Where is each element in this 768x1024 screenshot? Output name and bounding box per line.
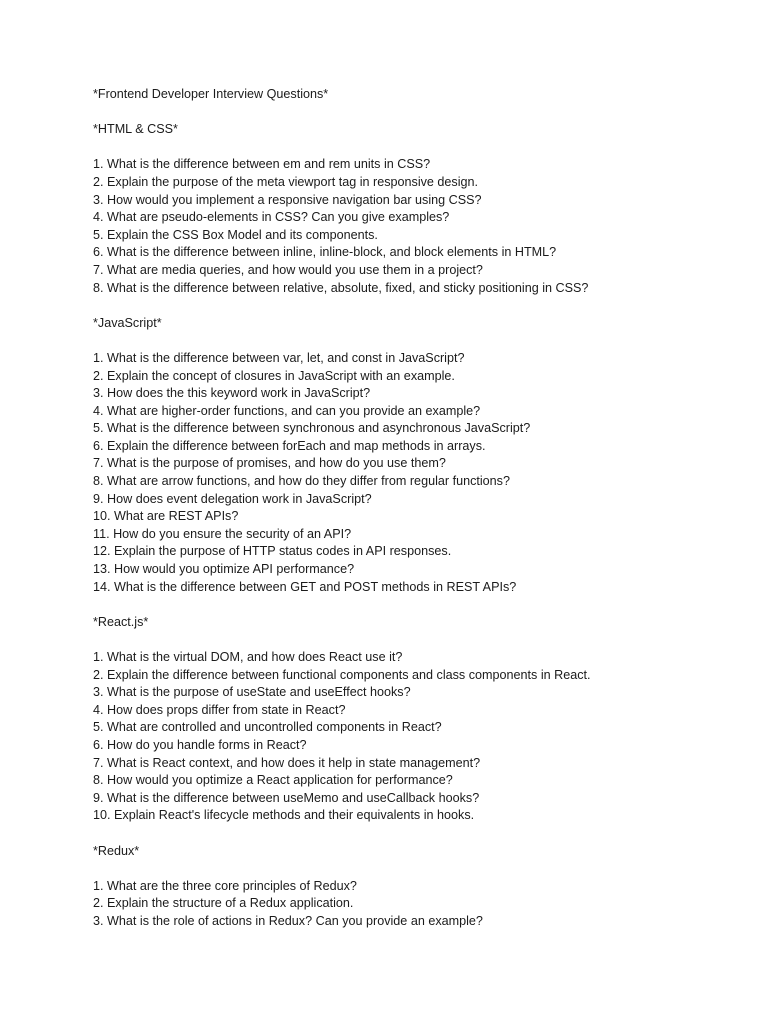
document-body — [93, 86, 733, 931]
question-item: 6. How do you handle forms in React? — [93, 737, 307, 752]
question-item: 4. How does props differ from state in React? — [93, 702, 346, 717]
question-item: 12. Explain the purpose of HTTP status codes in API responses. — [93, 544, 452, 559]
question-item: 8. How would you optimize a React application for performance? — [93, 773, 453, 788]
spacer — [93, 860, 733, 878]
question-item: 2. Explain the purpose of the meta viewport tag in responsive design. — [93, 174, 479, 189]
question-item: 13. How would you optimize API performance? — [93, 562, 355, 577]
question-item: 5. What is the difference between synchronous and asynchronous JavaScript? — [93, 421, 531, 436]
spacer — [93, 825, 733, 843]
section-heading-react: *React.js* — [93, 614, 149, 629]
question-item: 2. Explain the concept of closures in JavaScript with an example. — [93, 368, 455, 383]
section-heading-javascript: *JavaScript* — [93, 315, 162, 330]
question-item: 2. Explain the structure of a Redux application. — [93, 896, 354, 911]
question-item: 4. What are pseudo-elements in CSS? Can you give examples? — [93, 210, 450, 225]
question-item: 8. What are arrow functions, and how do they differ from regular functions? — [93, 474, 510, 489]
spacer — [93, 104, 733, 122]
question-item: 7. What are media queries, and how would you use them in a project? — [93, 262, 483, 277]
question-item: 9. What is the difference between useMemo and useCallback hooks? — [93, 790, 480, 805]
spacer — [93, 139, 733, 157]
question-item: 2. Explain the difference between functional components and class components in React. — [93, 667, 591, 682]
question-item: 10. What are REST APIs? — [93, 509, 239, 524]
question-item: 1. What is the difference between var, let, and const in JavaScript? — [93, 350, 465, 365]
spacer — [93, 596, 733, 614]
question-item: 5. What are controlled and uncontrolled components in React? — [93, 720, 442, 735]
question-item: 3. How does the this keyword work in JavaScript? — [93, 386, 371, 401]
question-item: 3. What is the purpose of useState and useEffect hooks? — [93, 685, 411, 700]
question-item: 8. What is the difference between relative, absolute, fixed, and sticky positioning in CSS? — [93, 280, 589, 295]
question-item: 5. Explain the CSS Box Model and its components. — [93, 227, 378, 242]
question-item: 10. Explain React's lifecycle methods and their equivalents in hooks. — [93, 808, 475, 823]
question-item: 7. What is the purpose of promises, and how do you use them? — [93, 456, 446, 471]
question-item: 3. What is the role of actions in Redux? Can you provide an example? — [93, 913, 483, 928]
question-item: 4. What are higher-order functions, and can you provide an example? — [93, 403, 481, 418]
question-item: 11. How do you ensure the security of an API? — [93, 526, 352, 541]
document-title: *Frontend Developer Interview Questions* — [93, 87, 329, 101]
question-item: 1. What are the three core principles of Redux? — [93, 878, 357, 893]
question-item: 6. Explain the difference between forEach and map methods in arrays. — [93, 438, 486, 453]
question-item: 6. What is the difference between inline, inline-block, and block elements in HTML? — [93, 245, 557, 260]
question-item: 9. How does event delegation work in JavaScript? — [93, 491, 372, 506]
spacer — [93, 297, 733, 315]
section-heading-redux: *Redux* — [93, 843, 140, 858]
question-item: 1. What is the difference between em and rem units in CSS? — [93, 157, 431, 172]
question-item: 7. What is React context, and how does it help in state management? — [93, 755, 481, 770]
question-item: 14. What is the difference between GET and POST methods in REST APIs? — [93, 579, 517, 594]
section-heading-html-css: *HTML & CSS* — [93, 122, 178, 137]
spacer — [93, 332, 733, 350]
question-item: 1. What is the virtual DOM, and how does React use it? — [93, 650, 403, 664]
spacer — [93, 631, 733, 649]
question-item: 3. How would you implement a responsive navigation bar using CSS? — [93, 192, 482, 207]
